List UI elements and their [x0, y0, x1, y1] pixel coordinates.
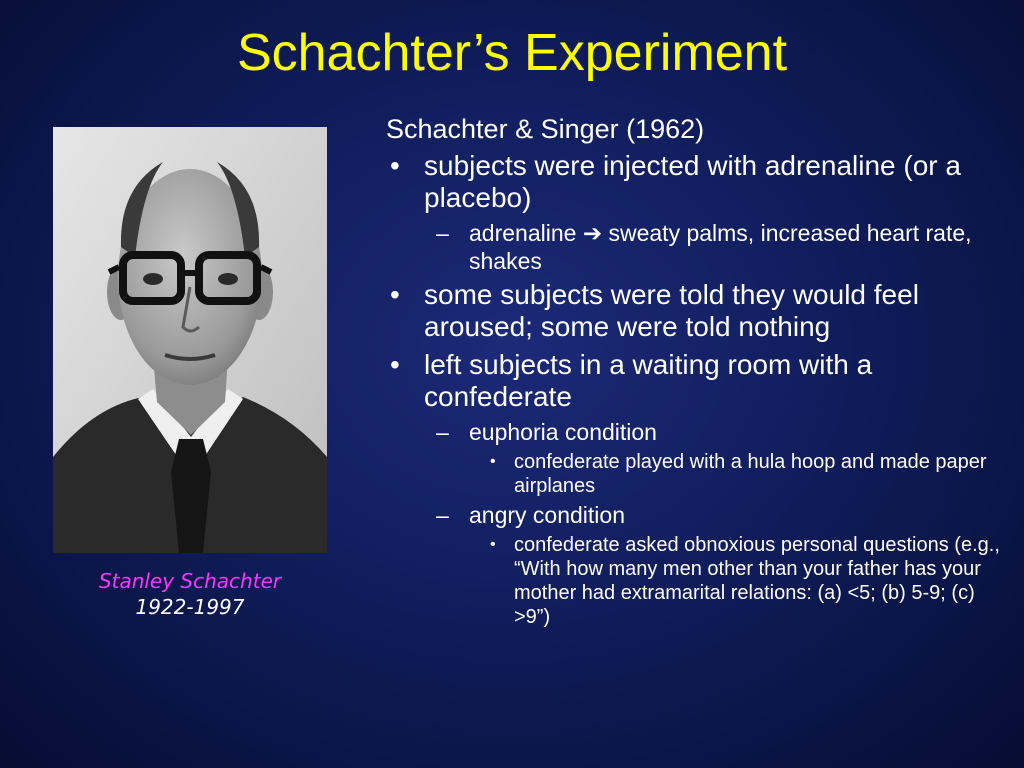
sub-item	[386, 419, 1006, 446]
sub-sub-text: confederate asked obnoxious personal questions (e.g., “With how many men other than your father has your mother had extramarital relations: (a) <5; (b) 5-9; (c) >9”)	[514, 534, 1000, 628]
content-heading: Schachter & Singer (1962)	[386, 114, 705, 144]
bullet-icon: •	[390, 150, 400, 181]
sub-text: angry condition	[469, 502, 625, 528]
sub-text-a: adrenaline	[469, 220, 577, 246]
bullet-item	[386, 279, 1006, 343]
sub-sub-item	[386, 450, 1006, 498]
bullet-item	[386, 150, 1006, 214]
sub-text-b: sweaty palms, increased heart rate, shakes	[469, 220, 972, 274]
slide-content	[386, 112, 1006, 633]
dash-icon: –	[436, 220, 449, 246]
bullet-icon: •	[490, 453, 496, 470]
bullet-icon: •	[390, 279, 400, 310]
bullet-text: subjects were injected with adrenaline (or a placebo)	[424, 150, 961, 213]
caption-name: Stanley Schachter	[98, 569, 282, 593]
sub-item	[386, 220, 1006, 275]
slide-title: Schachter’s Experiment	[236, 24, 788, 82]
bullet-text: some subjects were told they would feel aroused; some were told nothing	[424, 279, 919, 342]
dash-icon: –	[436, 502, 449, 528]
sub-sub-text: confederate played with a hula hoop and made paper airplanes	[514, 451, 987, 497]
bullet-text: left subjects in a waiting room with a confederate	[424, 349, 873, 412]
bullet-icon: •	[390, 349, 400, 380]
arrow-right-icon: ➔	[582, 221, 603, 247]
bullet-icon: •	[490, 536, 496, 553]
dash-icon: –	[436, 419, 449, 445]
sub-item	[386, 502, 1006, 529]
sub-sub-item	[386, 533, 1006, 629]
photo-caption	[40, 568, 340, 620]
caption-years: 1922-1997	[135, 595, 245, 619]
sub-text: euphoria condition	[469, 419, 657, 445]
portrait-photo	[53, 127, 327, 553]
bullet-item	[386, 349, 1006, 413]
portrait-illustration	[53, 127, 327, 553]
